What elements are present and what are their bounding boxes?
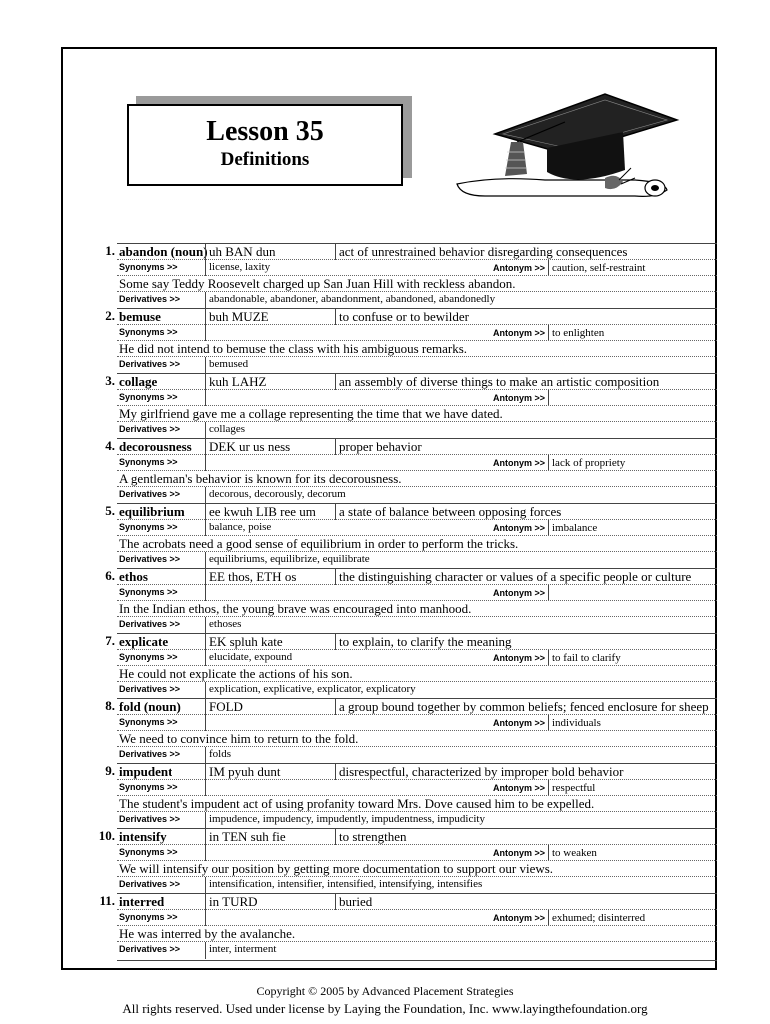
antonym-label: Antonym >>: [492, 523, 545, 533]
antonym-label: Antonym >>: [492, 653, 545, 663]
entry-number: 2.: [105, 308, 115, 323]
synonyms: [205, 845, 485, 861]
antonym: [548, 390, 717, 406]
vocab-word: explicate: [119, 634, 169, 649]
sentence-row: [117, 275, 717, 292]
synonym-row: [117, 259, 717, 276]
antonym: to fail to clarify: [548, 650, 717, 666]
definition: a state of balance between opposing forces: [335, 504, 717, 520]
example-sentence: He did not intend to bemuse the class with his ambiguous remarks.: [119, 341, 468, 356]
sentence-row: [117, 405, 717, 422]
word-row: [117, 373, 717, 390]
vocab-word: fold (noun): [119, 699, 181, 714]
derivatives-row: [117, 421, 717, 439]
vocab-entry: [80, 373, 717, 438]
synonym-row: [117, 714, 717, 731]
derivatives-label: Derivatives >>: [119, 879, 181, 889]
synonyms: elucidate, expound: [205, 650, 485, 666]
antonym: imbalance: [548, 520, 717, 536]
sentence-row: [117, 925, 717, 942]
synonyms-label: Synonyms >>: [119, 912, 178, 922]
pronunciation: EK spluh kate: [205, 634, 335, 650]
example-sentence: He was interred by the avalanche.: [119, 926, 296, 941]
derivatives-row: [117, 356, 717, 374]
antonym-label: Antonym >>: [492, 263, 545, 273]
vocab-word: interred: [119, 894, 165, 909]
vocab-entry: [80, 243, 717, 308]
derivatives-row: [117, 681, 717, 699]
vocab-word: equilibrium: [119, 504, 185, 519]
definition: a group bound together by common beliefs; fenced enclosure for sheep: [335, 699, 717, 715]
derivatives-label: Derivatives >>: [119, 684, 181, 694]
antonym-label: Antonym >>: [492, 393, 545, 403]
pronunciation: in TURD: [205, 894, 335, 910]
antonym-label: Antonym >>: [492, 848, 545, 858]
pronunciation: uh BAN dun: [205, 244, 335, 260]
vocab-word: collage: [119, 374, 158, 389]
graduation-cap-icon: [455, 92, 680, 200]
vocab-word: impudent: [119, 764, 173, 779]
synonym-row: [117, 389, 717, 406]
pronunciation: kuh LAHZ: [205, 374, 335, 390]
derivatives-label: Derivatives >>: [119, 424, 181, 434]
pronunciation: in TEN suh fie: [205, 829, 335, 845]
synonym-row: [117, 324, 717, 341]
example-sentence: We need to convince him to return to the fold.: [119, 731, 359, 746]
synonym-row: [117, 844, 717, 861]
sentence-row: [117, 795, 717, 812]
word-row: [117, 828, 717, 845]
antonym-label: Antonym >>: [492, 588, 545, 598]
antonym-label: Antonym >>: [492, 783, 545, 793]
antonym: to weaken: [548, 845, 717, 861]
derivatives-label: Derivatives >>: [119, 294, 181, 304]
synonym-row: [117, 649, 717, 666]
sentence-row: [117, 665, 717, 682]
definition: to explain, to clarify the meaning: [335, 634, 717, 650]
sentence-row: [117, 470, 717, 487]
derivatives: intensification, intensifier, intensified, intensifying, intensifies: [205, 877, 717, 894]
antonym: lack of propriety: [548, 455, 717, 471]
entry-number: 8.: [105, 698, 115, 713]
synonyms: [205, 910, 485, 926]
vocab-word: bemuse: [119, 309, 161, 324]
sentence-row: [117, 535, 717, 552]
word-row: [117, 503, 717, 520]
synonyms: balance, poise: [205, 520, 485, 536]
antonym: caution, self-restraint: [548, 260, 717, 276]
entry-number: 9.: [105, 763, 115, 778]
synonyms: [205, 455, 485, 471]
definition: the distinguishing character or values of a specific people or culture: [335, 569, 717, 585]
word-row: [117, 568, 717, 585]
sentence-row: [117, 730, 717, 747]
synonyms-label: Synonyms >>: [119, 392, 178, 402]
word-row: [117, 243, 717, 260]
derivatives-label: Derivatives >>: [119, 814, 181, 824]
synonym-row: [117, 454, 717, 471]
title-box: [127, 104, 403, 186]
synonyms-label: Synonyms >>: [119, 782, 178, 792]
copyright-line: Copyright © 2005 by Advanced Placement Strategies: [256, 984, 514, 998]
antonym: individuals: [548, 715, 717, 731]
derivatives-row: [117, 616, 717, 634]
derivatives-label: Derivatives >>: [119, 554, 181, 564]
vocab-entry: [80, 438, 717, 503]
derivatives-label: Derivatives >>: [119, 619, 181, 629]
definition: act of unrestrained behavior disregarding consequences: [335, 244, 717, 260]
synonyms-label: Synonyms >>: [119, 652, 178, 662]
vocab-word: intensify: [119, 829, 167, 844]
vocab-word: ethos: [119, 569, 148, 584]
example-sentence: The acrobats need a good sense of equilibrium in order to perform the tricks.: [119, 536, 519, 551]
example-sentence: My girlfriend gave me a collage representing the time that we have dated.: [119, 406, 503, 421]
synonyms: [205, 390, 485, 406]
derivatives-label: Derivatives >>: [119, 489, 181, 499]
definition: proper behavior: [335, 439, 717, 455]
synonyms: [205, 715, 485, 731]
definition: disrespectful, characterized by improper bold behavior: [335, 764, 717, 780]
entry-number: 5.: [105, 503, 115, 518]
synonyms-label: Synonyms >>: [119, 717, 178, 727]
word-row: [117, 698, 717, 715]
example-sentence: A gentleman's behavior is known for its decorousness.: [119, 471, 402, 486]
synonyms-label: Synonyms >>: [119, 587, 178, 597]
synonyms-label: Synonyms >>: [119, 457, 178, 467]
derivatives-label: Derivatives >>: [119, 749, 181, 759]
word-row: [117, 308, 717, 325]
antonym: [548, 585, 717, 601]
vocab-entry: [80, 828, 717, 893]
synonym-row: [117, 909, 717, 926]
pronunciation: FOLD: [205, 699, 335, 715]
definition: an assembly of diverse things to make an artistic composition: [335, 374, 717, 390]
derivatives: abandonable, abandoner, abandonment, abandoned, abandonedly: [205, 292, 717, 309]
word-row: [117, 893, 717, 910]
derivatives-row: [117, 746, 717, 764]
rights-line: All rights reserved. Used under license by Laying the Foundation, Inc. www.layingthefoundation.org: [122, 1001, 648, 1016]
derivatives-row: [117, 876, 717, 894]
synonyms-label: Synonyms >>: [119, 522, 178, 532]
derivatives: explication, explicative, explicator, explicatory: [205, 682, 717, 699]
antonym: to enlighten: [548, 325, 717, 341]
vocab-word: abandon (noun): [119, 244, 208, 259]
synonyms: [205, 325, 485, 341]
derivatives: bemused: [205, 357, 717, 374]
word-row: [117, 763, 717, 780]
derivatives-row: [117, 941, 717, 959]
synonym-row: [117, 779, 717, 796]
word-row: [117, 438, 717, 455]
antonym-label: Antonym >>: [492, 913, 545, 923]
word-row: [117, 633, 717, 650]
entry-number: 3.: [105, 373, 115, 388]
entry-number: 10.: [98, 828, 115, 843]
derivatives-row: [117, 811, 717, 829]
pronunciation: ee kwuh LIB ree um: [205, 504, 335, 520]
sentence-row: [117, 340, 717, 357]
synonyms-label: Synonyms >>: [119, 327, 178, 337]
derivatives-row: [117, 551, 717, 569]
vocab-entry: [80, 568, 717, 633]
derivatives-label: Derivatives >>: [119, 944, 181, 954]
derivatives: inter, interment: [205, 942, 717, 959]
definition: to strengthen: [335, 829, 717, 845]
derivatives: impudence, impudency, impudently, impudentness, impudicity: [205, 812, 717, 829]
lesson-title: Lesson 35: [206, 116, 324, 147]
pronunciation: EE thos, ETH os: [205, 569, 335, 585]
pronunciation: DEK ur us ness: [205, 439, 335, 455]
synonyms: [205, 780, 485, 796]
entry-number: 7.: [105, 633, 115, 648]
definition: buried: [335, 894, 717, 910]
example-sentence: We will intensify our position by getting more documentation to support our views.: [119, 861, 554, 876]
derivatives: collages: [205, 422, 717, 439]
example-sentence: The student's impudent act of using profanity toward Mrs. Dove caused him to be expelled.: [119, 796, 595, 811]
antonym-label: Antonym >>: [492, 328, 545, 338]
vocab-entry: [80, 893, 717, 958]
vocab-entry: [80, 763, 717, 828]
synonym-row: [117, 584, 717, 601]
vocab-entry: [80, 698, 717, 763]
antonym: exhumed; disinterred: [548, 910, 717, 926]
derivatives-label: Derivatives >>: [119, 359, 181, 369]
antonym-label: Antonym >>: [492, 718, 545, 728]
entry-number: 11.: [99, 893, 115, 908]
example-sentence: Some say Teddy Roosevelt charged up San Juan Hill with reckless abandon.: [119, 276, 516, 291]
entry-number: 6.: [105, 568, 115, 583]
definition: to confuse or to bewilder: [335, 309, 717, 325]
derivatives: folds: [205, 747, 717, 764]
derivatives: decorous, decorously, decorum: [205, 487, 717, 504]
synonyms-label: Synonyms >>: [119, 847, 178, 857]
synonyms-label: Synonyms >>: [119, 262, 178, 272]
derivatives: ethoses: [205, 617, 717, 634]
example-sentence: He could not explicate the actions of his son.: [119, 666, 353, 681]
vocab-entry: [80, 503, 717, 568]
derivatives: equilibriums, equilibrize, equilibrate: [205, 552, 717, 569]
antonym-label: Antonym >>: [492, 458, 545, 468]
derivatives-row: [117, 291, 717, 309]
example-sentence: In the Indian ethos, the young brave was encouraged into manhood.: [119, 601, 472, 616]
synonyms: license, laxity: [205, 260, 485, 276]
table-bottom-rule: [117, 960, 717, 961]
sentence-row: [117, 860, 717, 877]
vocab-word: decorousness: [119, 439, 192, 454]
lesson-subtitle: Definitions: [220, 149, 310, 170]
sentence-row: [117, 600, 717, 617]
pronunciation: IM pyuh dunt: [205, 764, 335, 780]
vocab-entry: [80, 308, 717, 373]
synonym-row: [117, 519, 717, 536]
entry-number: 1.: [105, 243, 115, 258]
vocab-entry: [80, 633, 717, 698]
pronunciation: buh MUZE: [205, 309, 335, 325]
derivatives-row: [117, 486, 717, 504]
antonym: respectful: [548, 780, 717, 796]
synonyms: [205, 585, 485, 601]
entry-number: 4.: [105, 438, 115, 453]
